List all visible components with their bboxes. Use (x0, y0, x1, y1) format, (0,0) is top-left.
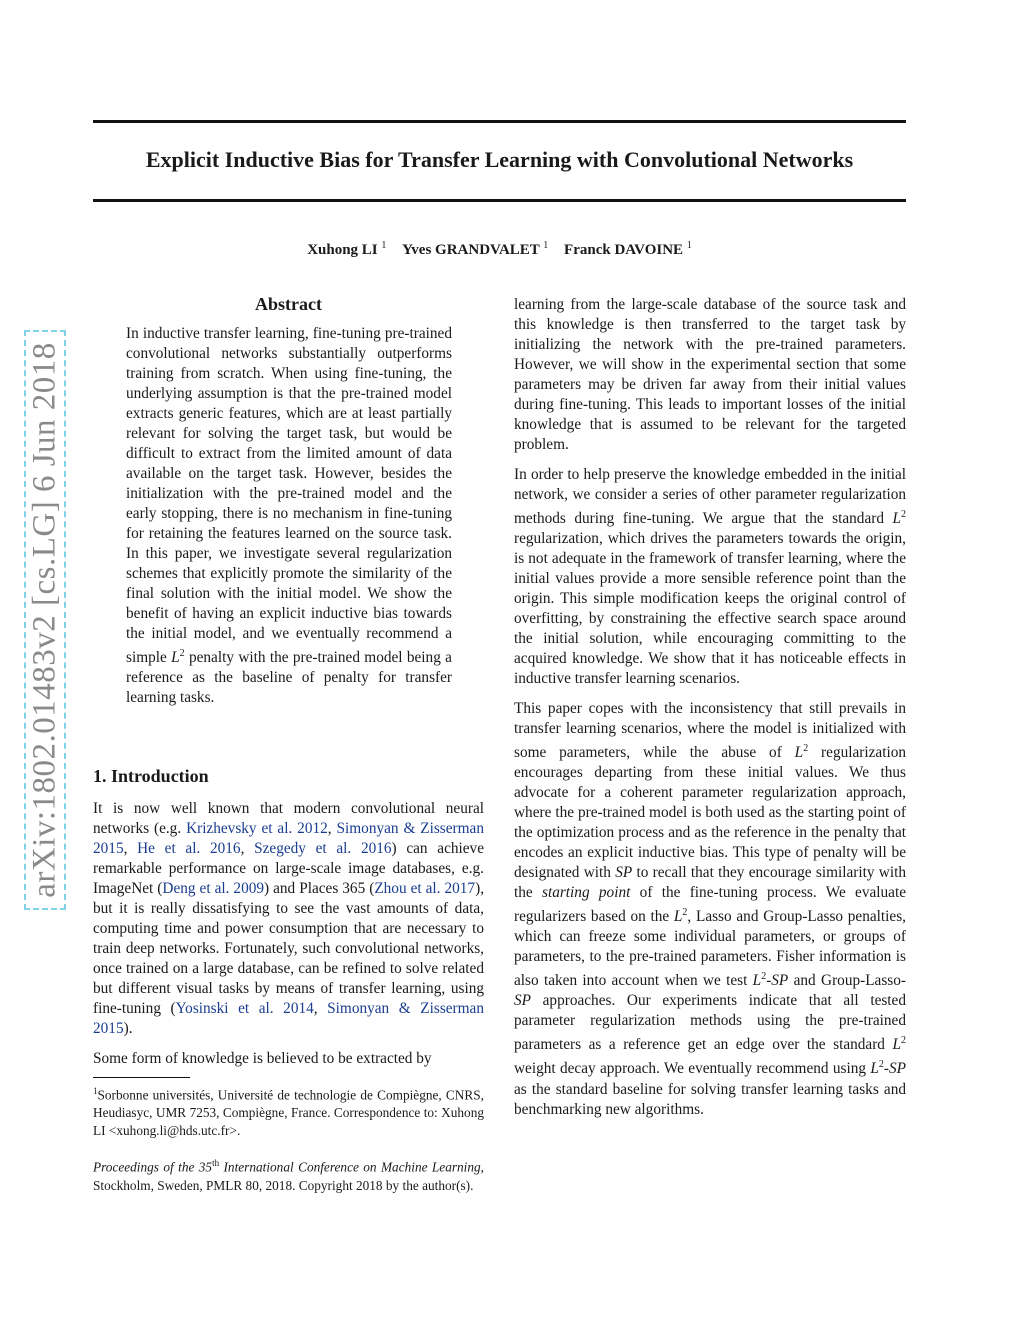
citation-link[interactable]: Simonyan & Zisserman 2015 (93, 820, 484, 857)
math-superscript: 2 (179, 648, 185, 659)
proceedings-text: Proceedings of the (93, 1159, 199, 1175)
body-text: as the standard baseline for solving transfer learning tasks and benchmarking new algorithms. (514, 1080, 906, 1118)
body-text: ), but it is really dissatisfying to see the vast amounts of data, computing time and power consumption that are necessary to train deep networks. Fortunately, such convolutional networks, once trained on a large database, can be refined to solve related but different visual tasks by means of transfer learning, using fine-tuning ( (93, 880, 485, 1017)
abstract-text: In inductive transfer learning, fine-tuning pre-trained convolutional networks substantially outperforms training from scratch. When using fine-tuning, the underlying assumption is that the pre-trained model extracts generic features, which are at least partially relevant for solving the target task, but would be difficult to extract from the limited amount of data available on the target task. However, besides the initialization with the pre-trained model and the early stopping, there is no mechanism in fine-tuning for retaining the features learned on the source task. In this paper, we investigate several regularization schemes that explicitly promote the similarity of the final solution with the initial model. We show the benefit of having an explicit inductive bias towards the initial model, and we eventually recommend a simple (126, 325, 452, 667)
citation-link[interactable]: Deng et al. 2009 (162, 880, 265, 897)
intro-paragraph-2: Some form of knowledge is believed to be extracted by (93, 1050, 432, 1067)
body-text: and Group-Lasso- (788, 972, 906, 990)
body-text: ). (123, 1020, 133, 1037)
proceedings-text: , Stockholm, Sweden, PMLR 80, 2018. Copyright 2018 by the author(s). (93, 1159, 484, 1193)
author-affiliation-mark: 1 (381, 240, 387, 251)
body-text: regularization encourages departing from these initial values. We thus advocate for a coherent parameter regularization approach, where the pre-trained model is both used as the starting point of the optimization process and as the reference in the penalty that encodes an explicit inductive bias. This type of penalty will be designated with (514, 744, 906, 882)
footnote-mark: 1 (93, 1086, 98, 1096)
right-paragraph-2 (514, 465, 906, 689)
math-symbol: L (892, 510, 901, 528)
body-text: weight decay approach. We eventually recommend using (514, 1060, 871, 1078)
arxiv-watermark (24, 330, 66, 910)
abstract-text: penalty with the pre-trained model being a reference as the baseline of penalty for transfer learning tasks. (126, 649, 452, 707)
author-name: Franck DAVOINE (564, 242, 684, 258)
footnote-rule (93, 1077, 190, 1078)
introduction-left-column (93, 799, 484, 1079)
section-heading-introduction: 1. Introduction (93, 766, 209, 786)
body-text: It is now well known that modern convolutional neural networks (e.g. (93, 800, 484, 837)
author-affiliation-mark: 1 (686, 240, 692, 251)
body-text: In order to help preserve the knowledge embedded in the initial network, we consider a series of other parameter regularization methods during fine-tuning. We argue that the standard (514, 466, 906, 528)
math-symbol: L (892, 1036, 901, 1054)
paper-title: Explicit Inductive Bias for Transfer Learning with Convolutional Networks (145, 147, 854, 172)
body-text: , (327, 820, 337, 837)
starting-point-term: starting point (542, 884, 631, 902)
body-text: , Lasso and Group-Lasso penalties, which can freeze some individual parameters, or groups of parameters, to the pre-trained parameters. Fisher information is also taken into account when we test (514, 908, 906, 990)
math-superscript: 2 (803, 743, 809, 755)
math-superscript: 2 (878, 1059, 884, 1071)
author-name: Yves GRANDVALET (402, 242, 540, 258)
body-text: of the fine-tuning process. We evaluate regularizers based on the (514, 884, 906, 926)
math-symbol: L (870, 1060, 879, 1078)
abstract-paragraph (126, 324, 452, 708)
sp-term: SP (514, 992, 531, 1010)
author-2 (402, 242, 548, 258)
proceedings-text: International Conference on Machine Learning (219, 1159, 481, 1175)
citation-link[interactable]: Krizhevsky et al. 2012 (186, 820, 328, 837)
math-symbol: L (673, 908, 683, 926)
math-superscript: 2 (761, 971, 767, 983)
math-superscript: 2 (682, 907, 688, 919)
body-text: to recall that they encourage similarity with the (514, 864, 906, 902)
footnote (93, 1082, 484, 1209)
math-superscript: 2 (901, 509, 906, 520)
right-paragraph-3 (514, 699, 906, 1119)
math-symbol: L (794, 744, 804, 762)
title-top-rule (93, 120, 906, 123)
proceedings-number: 35 (198, 1159, 213, 1175)
introduction-right-column (514, 295, 906, 1130)
citation-link[interactable]: Yosinski et al. 2014 (175, 1000, 314, 1017)
citation-link[interactable]: Zhou et al. 2017 (374, 880, 476, 897)
sp-term: SP (615, 864, 633, 882)
sp-term: -SP (883, 1060, 906, 1078)
author-affiliation-mark: 1 (543, 240, 549, 251)
arxiv-identifier: arXiv:1802.01483v2 [cs.LG] 6 Jun 2018 (26, 342, 63, 898)
citation-link[interactable]: He et al. 2016 (137, 840, 241, 857)
affiliation-footnote (93, 1082, 484, 1140)
citation-link[interactable]: Simonyan & Zisserman 2015 (93, 1000, 484, 1037)
body-text: ) and Places 365 ( (264, 880, 375, 897)
proceedings-note (93, 1154, 484, 1194)
body-text: regularization, which drives the parameters towards the origin, is not adequate in the framework of transfer learning, where the initial values provide a more sensible reference point than the origin. This simple modification keeps the original control of overfitting, by constraining the effective search space around the initial solution, while encouraging committing to the acquired knowledge. We show that it has noticeable effects in inductive transfer learning scenarios. (514, 530, 906, 688)
body-text: , (313, 1000, 328, 1017)
title-bottom-rule (93, 199, 906, 202)
author-1 (307, 242, 386, 258)
math-symbol: L (752, 972, 762, 990)
abstract-body (126, 324, 452, 718)
sp-term: -SP (766, 972, 789, 990)
math-superscript: 2 (901, 1035, 906, 1047)
citation-link[interactable]: Szegedy et al. 2016 (254, 840, 392, 857)
proceedings-superscript: th (212, 1158, 220, 1169)
right-paragraph-1: learning from the large-scale database of the source task and this knowledge is then transferred to the target task by initializing the network with the pre-trained parameters. However, we will show in the experimental section that some parameters may be driven far away from their initial values during fine-tuning. This leads to important losses of the initial knowledge that is assumed to be relevant for the targeted problem. (514, 296, 906, 453)
body-text: , (240, 840, 255, 857)
body-text: , (123, 840, 138, 857)
abstract-heading: Abstract (255, 294, 322, 314)
author-name: Xuhong LI (307, 242, 378, 258)
author-list (93, 234, 906, 262)
body-text: This paper copes with the inconsistency that still prevails in transfer learning scenarios, where the model is initialized with some parameters, while the abuse of (514, 700, 906, 762)
body-text: approaches. Our experiments indicate that all tested parameter regularization methods using the pre-trained parameters as a reference get an edge over the standard (514, 992, 906, 1054)
body-text: ) can achieve remarkable performance on large-scale image databases, e.g. ImageNet ( (93, 840, 484, 897)
author-3 (564, 242, 692, 258)
footnote-text: Sorbonne universités, Université de technologie de Compiègne, CNRS, Heudiasyc, UMR 7253, Compiègne, France. Correspondence to: Xuhong LI <xuhong.li@hds.utc.fr>. (93, 1087, 484, 1139)
math-symbol: L (171, 649, 180, 667)
intro-paragraph-1 (93, 799, 484, 1039)
